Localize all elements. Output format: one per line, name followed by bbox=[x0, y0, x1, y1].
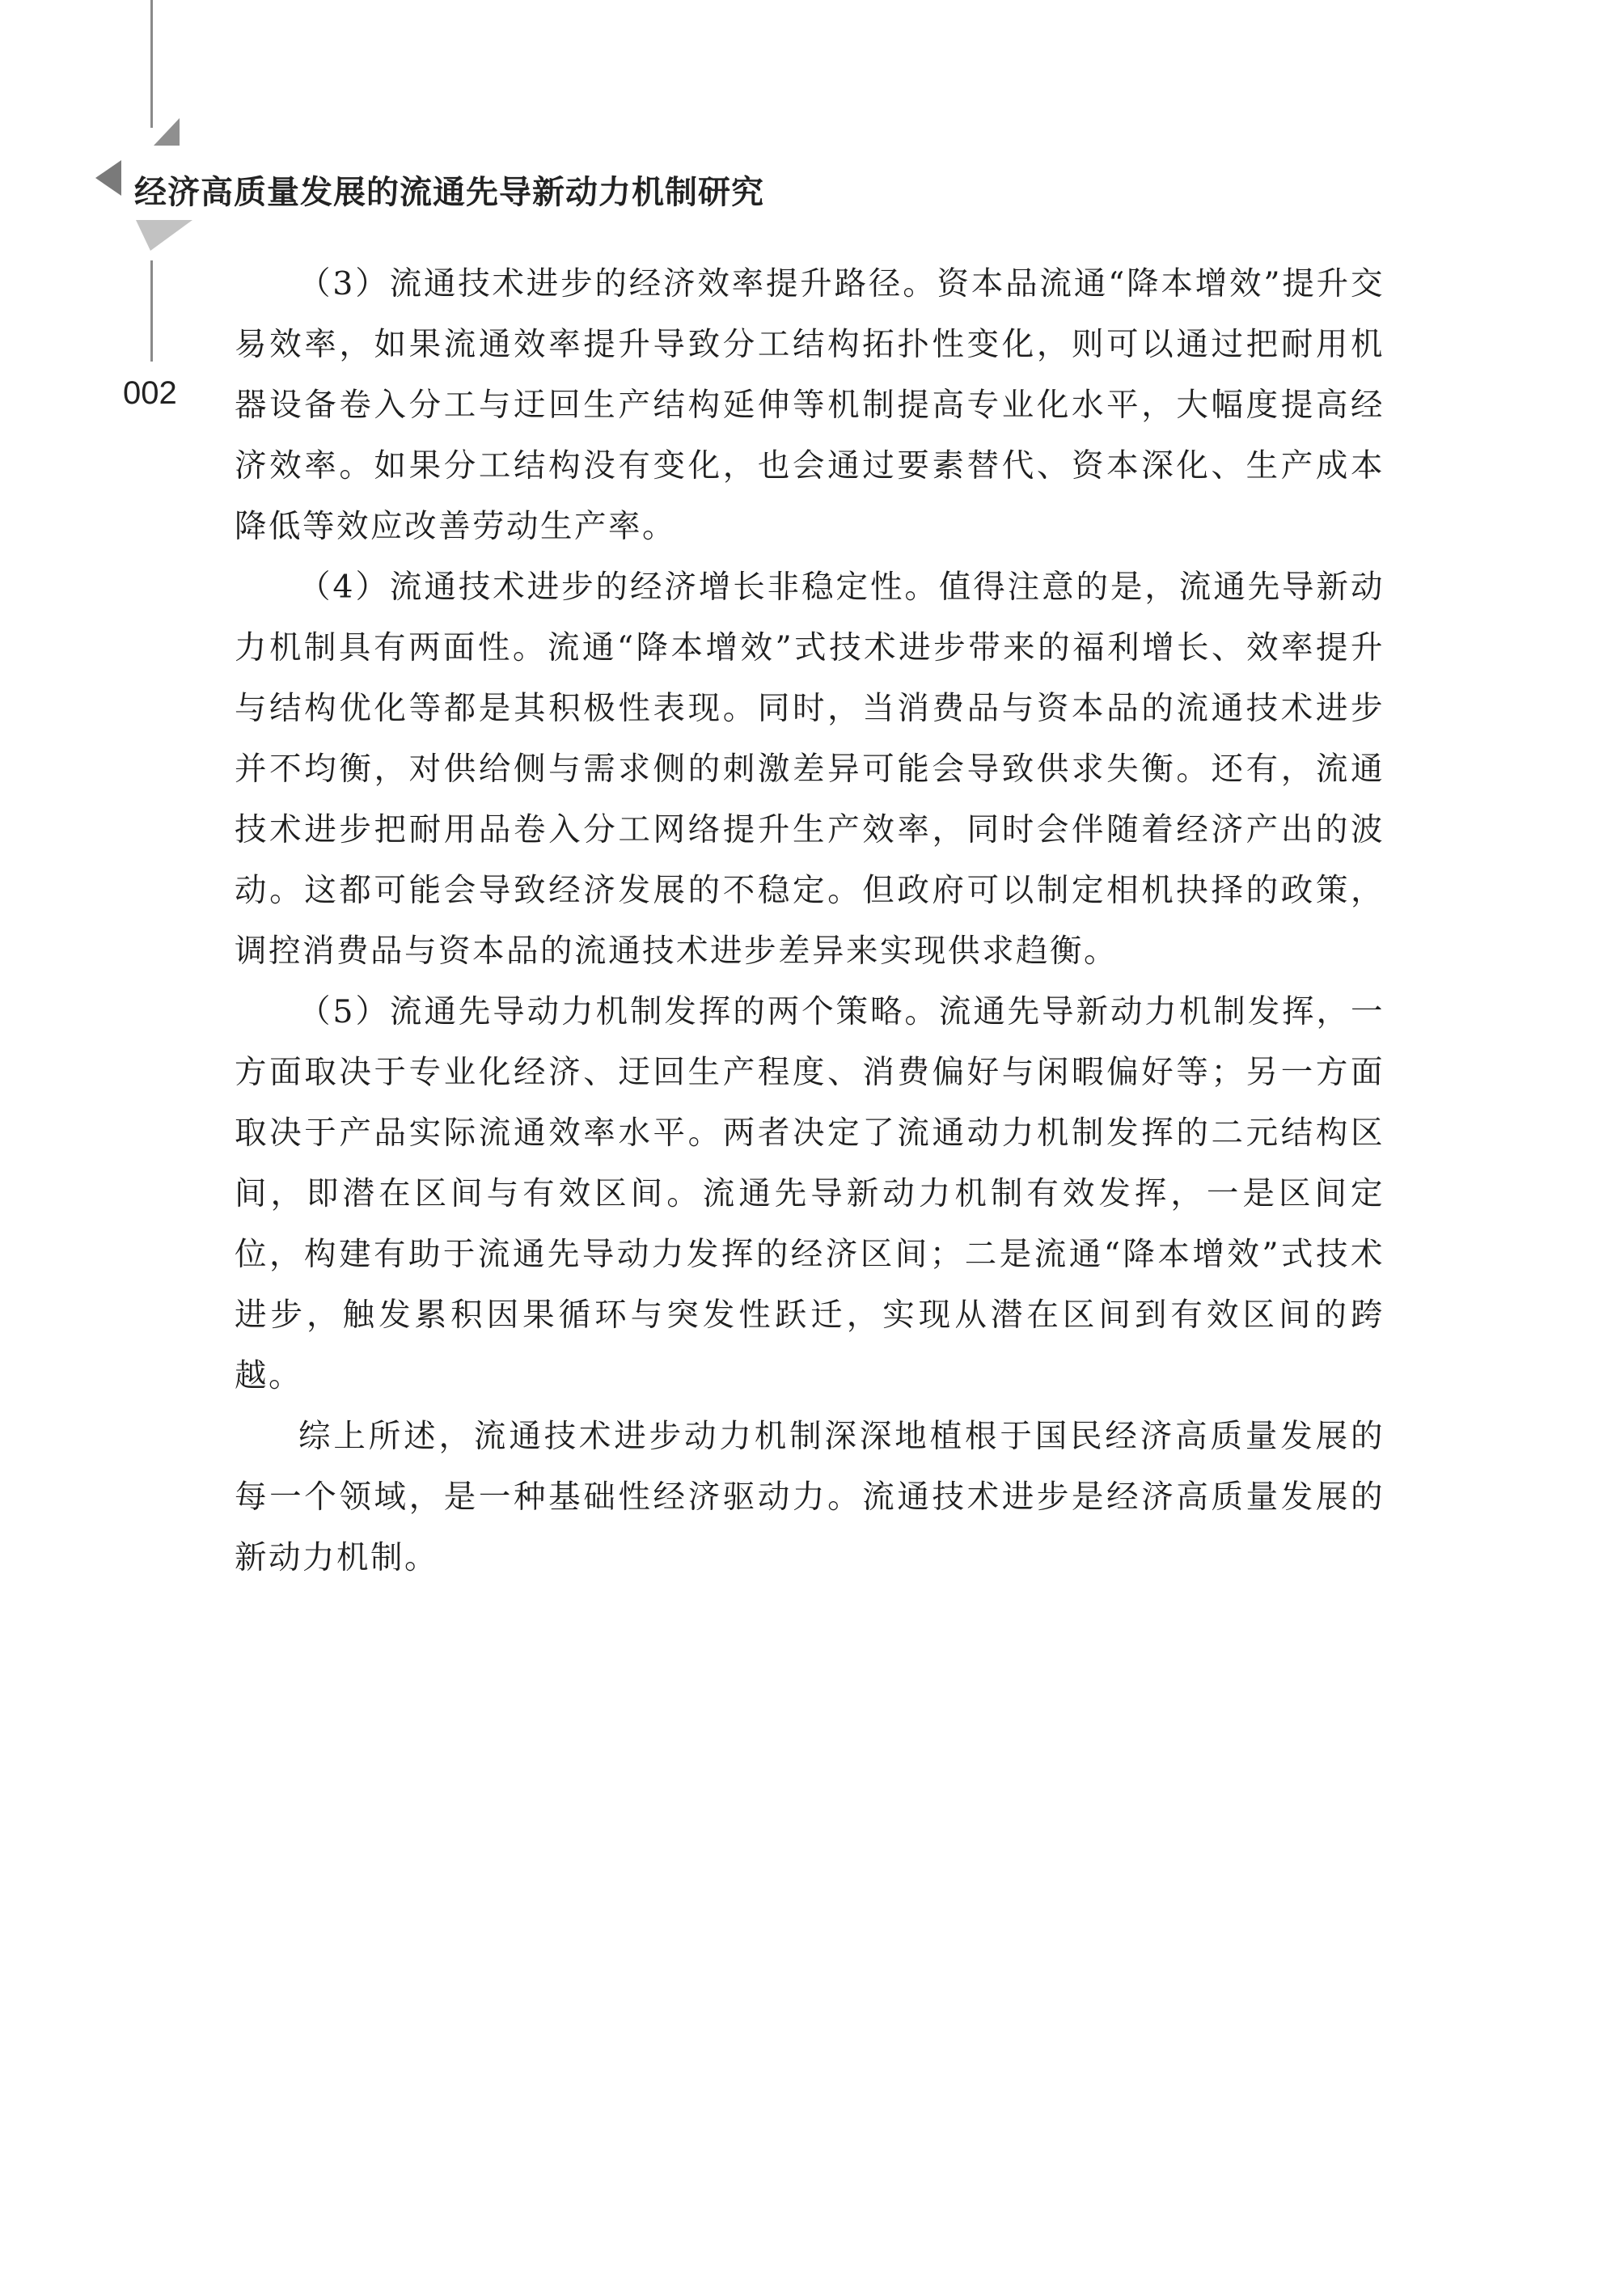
paragraph-summary: 综上所述，流通技术进步动力机制深深地植根于国民经济高质量发展的每一个领域，是一种基础性经济驱动力。流通技术进步是经济高质量发展的新动力机制。 bbox=[235, 1418, 1385, 1576]
body-text bbox=[235, 254, 1385, 1589]
triangle-upper-right bbox=[154, 118, 180, 146]
paragraph-efficiency-path: （3）流通技术进步的经济效率提升路径。资本品流通“降本增效”提升交易效率，如果流通效率提升导致分工结构拓扑性变化，则可以通过把耐用机器设备卷入分工与迂回生产结构延伸等机制提高专业化水平，大幅度提高经济效率。如果分工结构没有变化，也会通过要素替代、资本深化、生产成本降低等效应改善劳动生产率。 bbox=[235, 265, 1385, 545]
margin-rule-top bbox=[150, 0, 153, 128]
margin-rule-bottom bbox=[150, 260, 153, 362]
triangle-lower bbox=[136, 220, 192, 251]
triangle-left bbox=[95, 160, 121, 196]
running-header-title: 经济高质量发展的流通先导新动力机制研究 bbox=[134, 174, 764, 211]
paragraph-growth-instability: （4）流通技术进步的经济增长非稳定性。值得注意的是，流通先导新动力机制具有两面性。流通“降本增效”式技术进步带来的福利增长、效率提升与结构优化等都是其积极性表现。同时，当消费品与资本品的流通技术进步并不均衡，对供给侧与需求侧的刺激差异可能会导致供求失衡。还有，流通技术进步把耐用品卷入分工网络提升生产效率，同时会伴随着经济产出的波动。这都可能会导致经济发展的不稳定。但政府可以制定相机抉择的政策，调控消费品与资本品的流通技术进步差异来实现供求趋衡。 bbox=[235, 569, 1385, 970]
paragraph-two-strategies: （5）流通先导动力机制发挥的两个策略。流通先导新动力机制发挥，一方面取决于专业化经济、迂回生产程度、消费偏好与闲暇偏好等；另一方面取决于产品实际流通效率水平。两者决定了流通动力机制发挥的二元结构区间，即潜在区间与有效区间。流通先导新动力机制有效发挥，一是区间定位，构建有助于流通先导动力发挥的经济区间；二是流通“降本增效”式技术进步，触发累积因果循环与突发性跃迁，实现从潜在区间到有效区间的跨越。 bbox=[235, 993, 1385, 1394]
page-number: 002 bbox=[123, 375, 177, 411]
